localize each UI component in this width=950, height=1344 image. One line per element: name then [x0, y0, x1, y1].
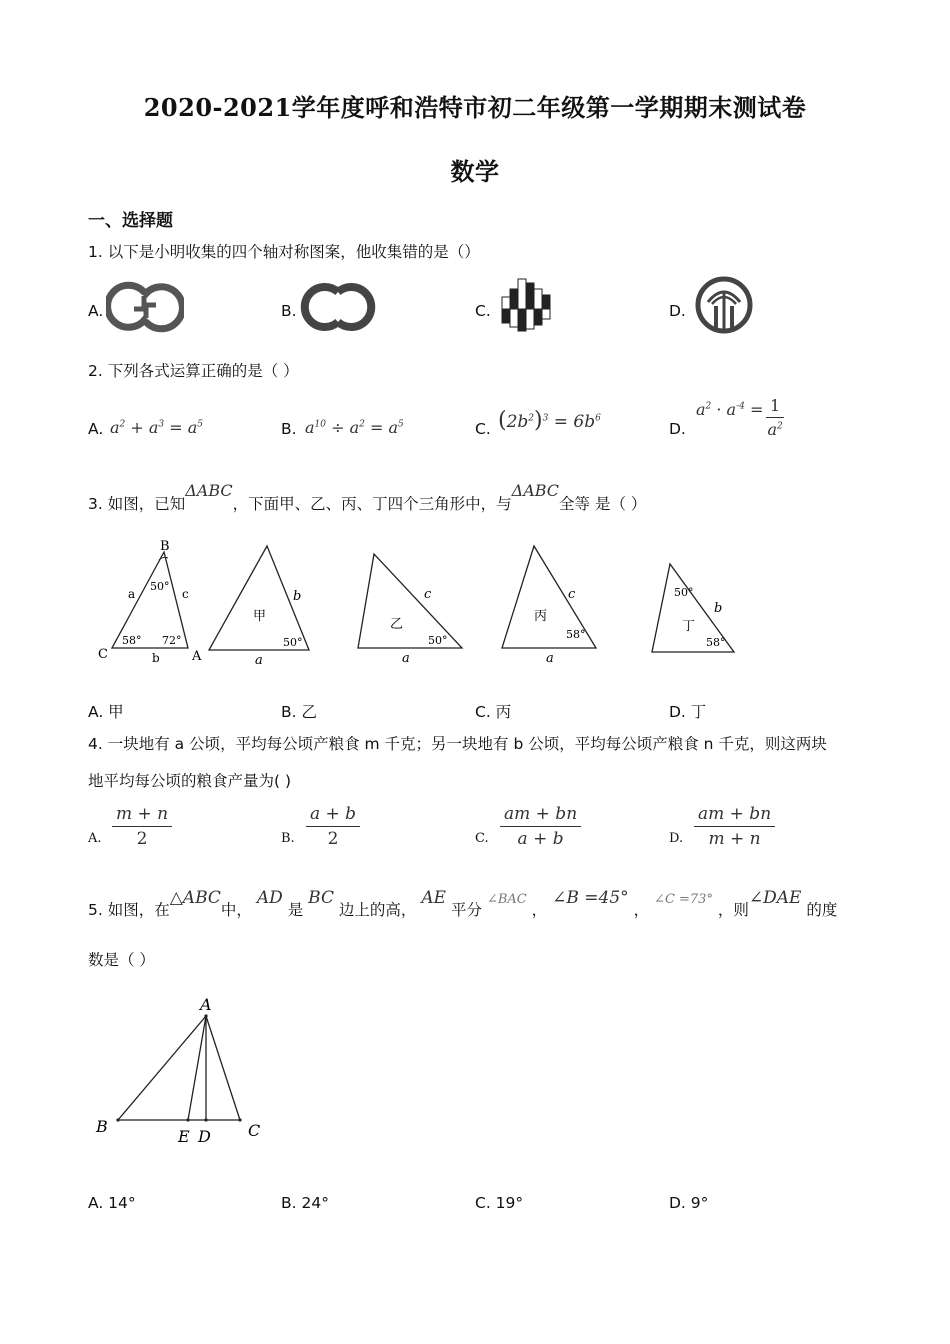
q3-jia-label: 甲	[253, 609, 267, 624]
q5-option-c: C. 19°	[475, 1194, 524, 1212]
q4-option-d-label: D.	[669, 831, 684, 846]
q4-option-a-label: A.	[88, 831, 102, 846]
q3-ding-label: 丁	[682, 619, 696, 634]
q3-bing-side-a: a	[546, 651, 554, 666]
q2-option-c-label: C.	[475, 420, 491, 438]
q3-yi-side-a: a	[402, 651, 410, 666]
question-2-text: 2. 下列各式运算正确的是（ ）	[88, 362, 299, 380]
section-heading: 一、选择题	[88, 211, 173, 231]
q4-option-b-label: B.	[281, 831, 295, 846]
q1-option-d-label: D.	[669, 302, 686, 320]
q4-fraction-b: $\frac{a + b}{2}$	[306, 804, 360, 849]
q3-triangle-symbol-2: ΔABC	[511, 481, 560, 500]
q2-formula-d-fraction: $\frac{1}{a^2}$	[767, 396, 783, 439]
q3-option-b: B. 乙	[281, 703, 317, 721]
question-3-text	[88, 481, 647, 514]
gucci-logo-image	[106, 280, 184, 334]
q3-ding-angle-top: 50°	[674, 586, 694, 599]
question-5-text-line2: 数是（ ）	[88, 951, 155, 969]
q2-option-a-label: A.	[88, 420, 104, 438]
q3-triangle-yi-figure	[352, 548, 468, 666]
q3-abc-vertex-b: B	[160, 539, 170, 554]
q3-jia-angle: 50°	[283, 636, 303, 649]
page-subtitle: 数学	[450, 157, 500, 186]
q3-text-b: ，下面甲、乙、丙、丁四个三角形中，与	[232, 495, 512, 513]
q3-abc-vertex-a: A	[192, 649, 202, 664]
q2-formula-a: $a^2 + a^3 = a^5$	[110, 418, 203, 437]
page-title: 2020-2021学年度呼和浩特市初二年级第一学期期末测试卷	[143, 93, 807, 122]
q5-triangle-figure	[92, 994, 272, 1150]
q3-triangle-abc-figure	[92, 538, 212, 664]
q2-option-b-label: B.	[281, 420, 297, 438]
q2-formula-b: $a^{10} \div a^2 = a^5$	[305, 418, 404, 437]
question-4-text-line1: 4. 一块地有 a 公顷，平均每公顷产粮食 m 千克；另一块地有 b 公顷，平均每公顷产粮食 n 千克，则这两块	[88, 735, 827, 753]
q3-triangle-jia-figure	[205, 540, 317, 666]
q5-point-d: D	[198, 1127, 211, 1146]
q1-option-b-label: B.	[281, 302, 297, 320]
q4-fraction-c: $\frac{am + bn}{a + b}$	[500, 804, 581, 849]
q3-bing-side-c: c	[568, 587, 576, 602]
q3-triangle-ding-figure	[646, 558, 742, 658]
q5-option-b: B. 24°	[281, 1194, 329, 1212]
q3-ding-side-b: b	[714, 601, 723, 616]
question-1-text: 1. 以下是小明收集的四个轴对称图案，他收集错的是（）	[88, 243, 480, 261]
q3-yi-side-c: c	[424, 587, 432, 602]
q3-bing-angle: 58°	[566, 628, 586, 641]
q2-formula-d: $a^2 \cdot a^{-4}$ =	[696, 400, 764, 419]
q2-formula-c: $(2b^2)^3 = 6b^6$	[498, 408, 601, 433]
q3-abc-vertex-c: C	[98, 647, 108, 662]
q3-jia-side-b: b	[293, 589, 302, 604]
q3-abc-angle-a: 72°	[162, 634, 182, 647]
bar-pattern-image	[498, 275, 558, 335]
q3-text-a: 3. 如图，已知	[88, 495, 186, 513]
q3-abc-angle-c: 58°	[122, 634, 142, 647]
q1-option-c-label: C.	[475, 302, 491, 320]
q4-fraction-a: $\frac{m + n}{2}$	[112, 804, 172, 849]
q3-triangle-bing-figure	[496, 540, 602, 666]
q5-vertex-c: C	[248, 1121, 261, 1140]
q3-bing-label: 丙	[534, 609, 548, 624]
q3-option-d: D. 丁	[669, 703, 707, 721]
q3-jia-side-a: a	[255, 653, 263, 666]
q3-option-a: A. 甲	[88, 703, 124, 721]
q3-yi-label: 乙	[390, 617, 404, 632]
q3-abc-side-b: b	[152, 651, 160, 664]
q1-option-a-label: A.	[88, 302, 104, 320]
q3-abc-side-c: c	[182, 587, 189, 601]
q3-abc-side-a: a	[128, 587, 136, 601]
q5-vertex-b: B	[96, 1117, 108, 1136]
chanel-logo-image	[300, 280, 376, 334]
q5-option-a: A. 14°	[88, 1194, 136, 1212]
q5-vertex-a: A	[200, 995, 212, 1014]
q3-ding-angle-bottom: 58°	[706, 636, 726, 649]
q3-option-c: C. 丙	[475, 703, 512, 721]
q4-option-c-label: C.	[475, 831, 489, 846]
emblem-logo-image	[694, 276, 754, 336]
q4-fraction-d: $\frac{am + bn}{m + n}$	[694, 804, 775, 849]
question-4-text-line2: 地平均每公顷的粮食产量为( )	[88, 772, 292, 790]
q3-abc-angle-b: 50°	[150, 580, 170, 593]
q3-yi-angle: 50°	[428, 634, 448, 647]
question-5-text: 5. 如图，在△ABC中， AD 是 BC 边上的高， AE 平分 $^{\angle BAC}$ ， ∠B =45° ， $^{\angle C =73^\circ}$ ，则∠DAE 的度	[88, 888, 838, 919]
q5-point-e: E	[178, 1127, 190, 1146]
q2-option-d-label: D.	[669, 420, 686, 438]
q5-option-d: D. 9°	[669, 1194, 709, 1212]
q3-text-c: 全等 是（ ）	[559, 495, 647, 513]
q3-triangle-symbol-1: ΔABC	[185, 481, 233, 500]
